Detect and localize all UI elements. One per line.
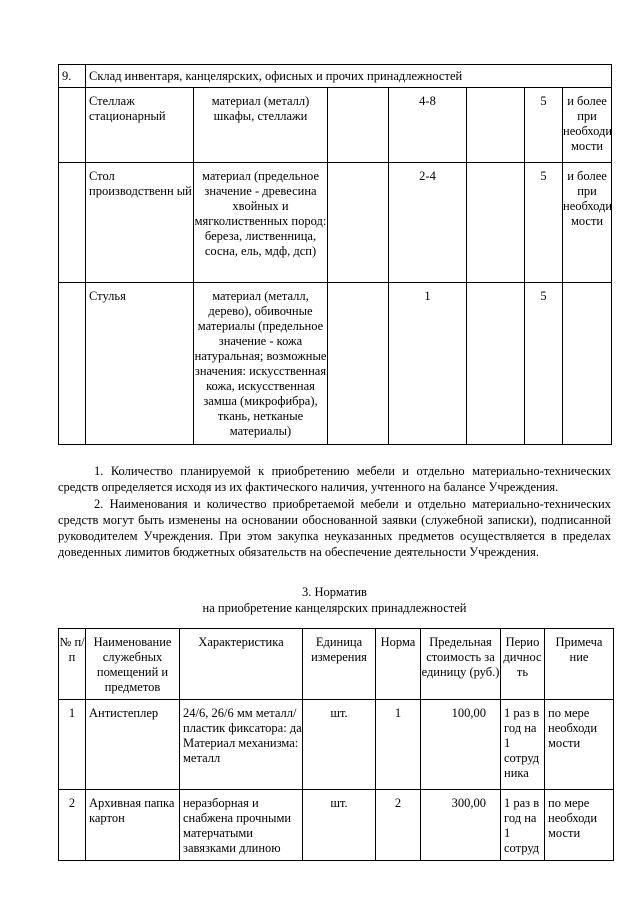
header-num: № п/п [59,629,86,700]
empty-cell [467,88,525,163]
empty-cell [467,163,525,283]
item-note: и более при необходи мости [563,163,612,283]
header-norm: Норма [376,629,421,700]
table-row [59,163,612,283]
header-row [59,629,614,700]
item-description: материал (предельное значение - древесина хвойных и мягколиственных пород: береза, лиственница, сосна, ель, мдф, дсп) [194,163,328,283]
row-norm: 1 [376,700,421,790]
section-number: 9. [59,65,86,88]
item-quantity: 4-8 [389,88,467,163]
row-characteristic: 24/6, 26/6 мм металл/пластик фиксатора: да Материал механизма: металл [180,700,303,790]
row-name: Архивная папка картон [86,790,180,861]
row-period: 1 раз в год на 1 сотруд [501,790,545,861]
empty-cell [328,163,389,283]
table-row [59,88,612,163]
item-description: материал (металл) шкафы, стеллажи [194,88,328,163]
section-subheading: на приобретение канцелярских принадлежностей [202,601,467,615]
paragraph-2: 2. Наименования и количество приобретаемой мебели и отдельно материально-технических средств могут быть изменены на основании обоснованной заявки (служебной записки), подписанной руководителем Учреждения. При этом закупка неуказанных предметов осуществляется в пределах доведенных лимитов бюджетных обязательств на обеспечение деятельности Учреждения. [58,497,611,559]
row-characteristic: неразборная и снабжена прочными матерчатыми завязками длиною [180,790,303,861]
item-quantity: 2-4 [389,163,467,283]
header-characteristic: Характеристика [180,629,303,700]
item-name: Стол производственн ый [86,163,194,283]
table-row [59,790,614,861]
empty-cell [328,283,389,445]
section-heading: 3. Норматив [302,585,367,599]
section-title: Склад инвентаря, канцелярских, офисных и прочих принадлежностей [86,65,612,88]
row-note: по мере необходи мости [545,790,614,861]
header-note: Примеча ние [545,629,614,700]
item-years: 5 [525,283,563,445]
row-name: Антистеплер [86,700,180,790]
header-name: Наименование служебных помещений и предметов [86,629,180,700]
item-name: Стулья [86,283,194,445]
row-note: по мере необходи мости [545,700,614,790]
item-note: и более при необходи мости [563,88,612,163]
section-row [59,65,612,88]
row-num: 1 [59,700,86,790]
row-num: 2 [59,790,86,861]
header-price: Предельная стоимость за единицу (руб.) [421,629,501,700]
item-years: 5 [525,88,563,163]
furniture-norm-table [58,64,612,445]
header-period: Перио дичнос ть [501,629,545,700]
item-years: 5 [525,163,563,283]
row-unit: шт. [303,790,376,861]
empty-cell [467,283,525,445]
item-quantity: 1 [389,283,467,445]
item-description: материал (металл, дерево), обивочные материалы (предельное значение - кожа натуральная; возможные значения: искусственная кожа, искусственная замша (микрофибра), ткань, нетканые материалы) [194,283,328,445]
stationery-norm-table [58,628,614,861]
table-row [59,700,614,790]
item-name: Стеллаж стационарный [86,88,194,163]
row-price: 300,00 [421,790,501,861]
row-price: 100,00 [421,700,501,790]
header-unit: Единица измерения [303,629,376,700]
row-period: 1 раз в год на 1 сотруд ника [501,700,545,790]
table-row [59,283,612,445]
row-norm: 2 [376,790,421,861]
row-unit: шт. [303,700,376,790]
paragraph-1: 1. Количество планируемой к приобретению мебели и отдельно материально-технических средств определяется исходя из их фактического наличия, учтенного на балансе Учреждения. [58,464,611,494]
empty-cell [328,88,389,163]
item-note [563,283,612,445]
